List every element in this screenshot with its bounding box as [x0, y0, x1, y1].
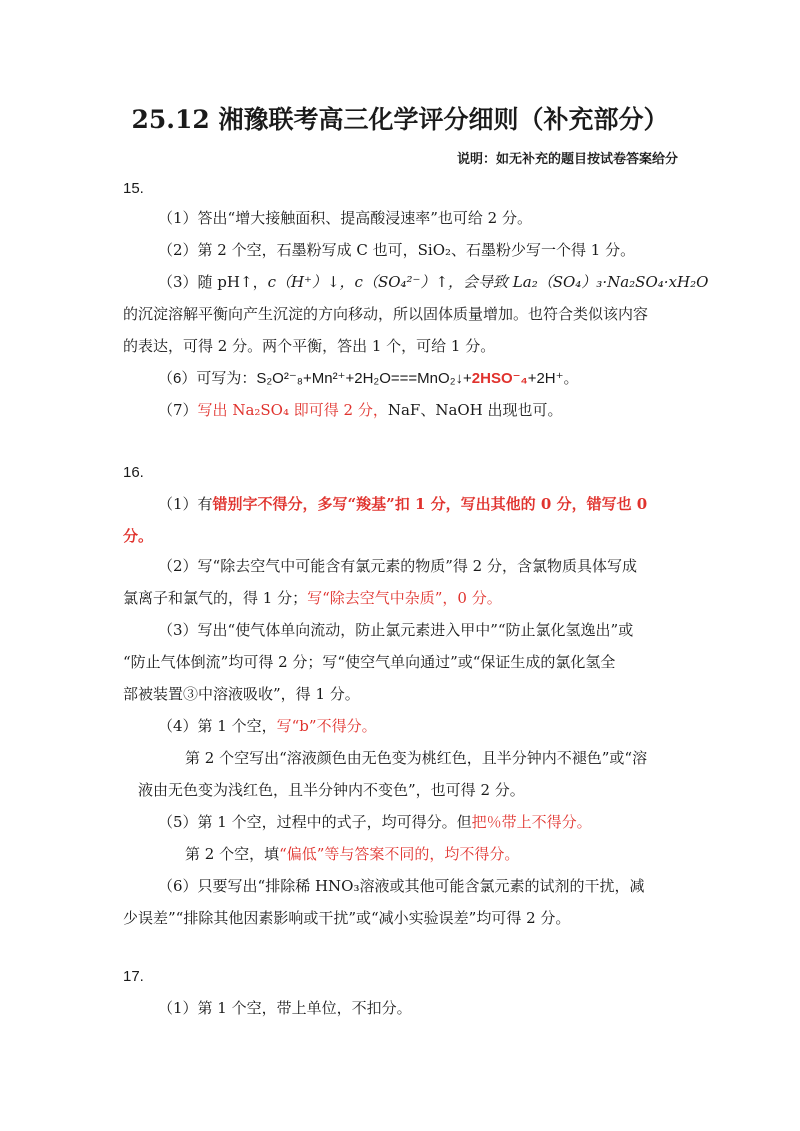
q15-line-6-part-a: （6）可写为：S₂O²⁻₈+Mn²⁺+2H₂O===MnO₂↓+	[158, 370, 472, 387]
q16-line-12-part-b: “偏低”等与答案不同的，均不得分。	[279, 845, 520, 863]
q16-line-4-part-a: 氯离子和氯气的，得 1 分；	[123, 589, 308, 607]
q15-line-7-part-b: 写出 Na₂SO₄ 即可得 2 分，	[197, 401, 388, 419]
q16-line-10: 液由无色变为浅红色，且半分钟内不变色”，也可得 2 分。	[138, 781, 525, 799]
q15-line-7-part-c: NaF、NaOH 出现也可。	[387, 401, 563, 419]
q16-line-8-part-a: （4）第 1 个空，	[158, 717, 277, 735]
q16-line-3: （2）写“除去空气中可能含有氯元素的物质”得 2 分，含氯物质具体写成	[158, 557, 637, 575]
q17-line-1: （1）第 1 个空，带上单位，不扣分。	[158, 999, 412, 1017]
q15-line-3-part-b: c（H⁺）↓，	[267, 273, 355, 291]
q16-line-1-part-a: （1）有	[158, 495, 213, 513]
q15-line-3-part-c: c（SO₄²⁻）↑，会导致 La₂（SO₄）₃·Na₂SO₄·	[354, 273, 669, 291]
q15-line-7-part-a: （7）	[158, 401, 198, 419]
q16-line-5: （3）写出“使气体单向流动，防止氯元素进入甲中”“防止氯化氢逸出”或	[158, 621, 634, 639]
q15-line-2: （2）第 2 个空，石墨粉写成 C 也可，SiO₂、石墨粉少写一个得 1 分。	[158, 241, 636, 259]
q15-line-6	[158, 368, 718, 389]
q16-line-12-part-a: 第 2 个空，填	[185, 845, 280, 863]
q15-line-3	[158, 272, 718, 292]
q16-line-11	[158, 812, 718, 832]
question-16-number: 16.	[123, 464, 144, 481]
q15-line-3-part-d: xH₂O	[668, 273, 709, 291]
q15-line-7	[158, 400, 718, 420]
q16-line-12	[185, 844, 745, 864]
q16-line-4-part-b: 写“除去空气中杂质”，0 分。	[307, 589, 502, 607]
q16-line-2: 分。	[123, 527, 154, 545]
q16-line-11-part-b: 把％带上不得分。	[471, 813, 592, 831]
q16-line-6: “防止气体倒流”均可得 2 分；写“使空气单向通过”或“保证生成的氯化氢全	[123, 653, 616, 671]
q15-line-3-part-a: （3）随 pH↑，	[158, 273, 268, 291]
question-15-number: 15.	[123, 180, 144, 197]
q15-line-6-part-b: 2HSO⁻₄	[471, 370, 528, 387]
page-title: 25.12 湘豫联考高三化学评分细则（补充部分）	[131, 105, 669, 134]
page-note: 说明：如无补充的题目按试卷答案给分	[456, 152, 678, 167]
q16-line-11-part-a: （5）第 1 个空，过程中的式子，均可得分。但	[158, 813, 472, 831]
q16-line-1-part-b: 错别字不得分，多写“羧基”扣 1 分，写出其他的 0 分，错写也 0	[212, 495, 648, 513]
q16-line-7: 部被装置③中溶液吸收”，得 1 分。	[123, 685, 360, 703]
q16-line-9: 第 2 个空写出“溶液颜色由无色变为桃红色，且半分钟内不褪色”或“溶	[185, 749, 648, 767]
q15-line-5: 的表达，可得 2 分。两个平衡，答出 1 个，可给 1 分。	[123, 337, 496, 355]
q16-line-8	[158, 716, 718, 736]
q16-line-14: 少误差”“排除其他因素影响或干扰”或“减小实验误差”均可得 2 分。	[123, 909, 571, 927]
q16-line-8-part-b: 写“b”不得分。	[276, 717, 377, 735]
question-17-number: 17.	[123, 968, 144, 985]
q16-line-4	[123, 588, 683, 608]
q16-line-13: （6）只要写出“排除稀 HNO₃溶液或其他可能含氯元素的试剂的干扰，减	[158, 877, 645, 895]
q15-line-6-part-c: +2H⁺。	[527, 370, 579, 387]
q15-line-1: （1）答出“增大接触面积、提高酸浸速率”也可给 2 分。	[158, 209, 532, 227]
q16-line-1	[158, 494, 718, 514]
q15-line-4: 的沉淀溶解平衡向产生沉淀的方向移动，所以固体质量增加。也符合类似该内容	[123, 305, 649, 323]
